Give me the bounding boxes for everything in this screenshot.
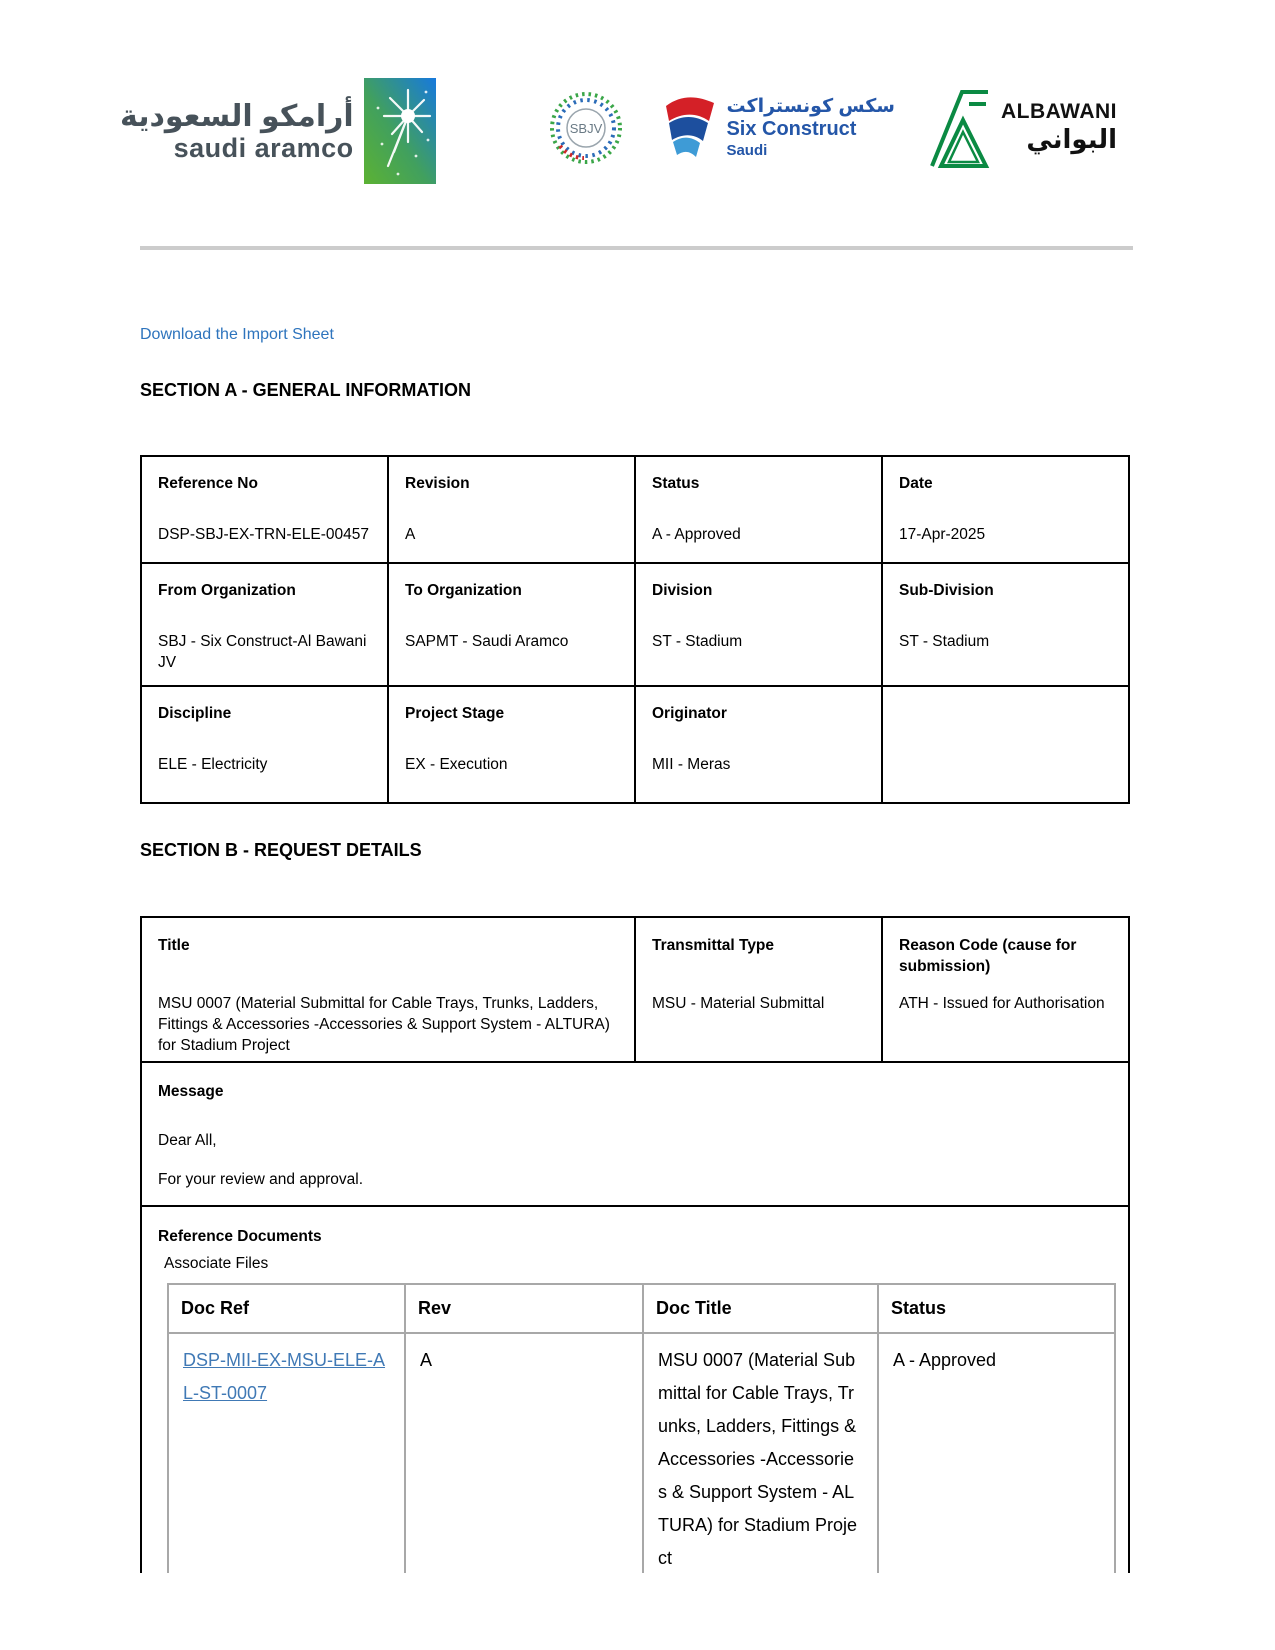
field-value: SBJ - Six Construct-Al Bawani JV bbox=[158, 633, 367, 671]
field-value: ELE - Electricity bbox=[158, 756, 268, 773]
table-row bbox=[141, 456, 1129, 563]
message-line: Dear All, bbox=[158, 1132, 217, 1149]
column-header: Status bbox=[878, 1284, 1115, 1333]
transmittal-type-cell bbox=[634, 918, 881, 1061]
field-value: ST - Stadium bbox=[652, 633, 743, 650]
svg-text:SBJV: SBJV bbox=[570, 121, 603, 136]
field-label: Transmittal Type bbox=[652, 937, 775, 954]
field-label: Reason Code (cause for submission) bbox=[899, 937, 1077, 975]
field-value: MSU - Material Submittal bbox=[652, 995, 825, 1012]
six-construct-country: Saudi bbox=[726, 142, 768, 160]
field-value: A bbox=[405, 526, 416, 543]
table-row bbox=[141, 563, 1129, 686]
field-label: Revision bbox=[405, 475, 470, 492]
section-a-table bbox=[140, 455, 1130, 804]
field-label bbox=[899, 704, 1112, 754]
field-value: SAPMT - Saudi Aramco bbox=[405, 633, 569, 650]
reference-documents-label: Reference Documents bbox=[158, 1228, 322, 1245]
field-label: Date bbox=[899, 475, 933, 492]
section-a-heading: SECTION A - GENERAL INFORMATION bbox=[140, 380, 471, 400]
six-construct-arabic: سكس كونستراكت bbox=[726, 96, 895, 118]
field-value: ST - Stadium bbox=[899, 633, 990, 650]
reference-documents-row bbox=[142, 1205, 1128, 1573]
field-value: A - Approved bbox=[652, 526, 741, 543]
field-value: 17-Apr-2025 bbox=[899, 526, 986, 543]
saudi-aramco-logo bbox=[120, 78, 436, 184]
column-header: Doc Title bbox=[643, 1284, 878, 1333]
field-label: Reference No bbox=[158, 475, 258, 492]
message-line: For your review and approval. bbox=[158, 1171, 364, 1188]
section-b-heading: SECTION B - REQUEST DETAILS bbox=[140, 840, 422, 860]
associate-files-table bbox=[167, 1283, 1116, 1573]
doc-ref-link[interactable]: DSP-MII-EX-MSU-ELE-AL-ST-0007 bbox=[183, 1350, 386, 1403]
field-label: To Organization bbox=[405, 582, 522, 599]
field-value: ATH - Issued for Authorisation bbox=[899, 995, 1105, 1012]
field-value: EX - Execution bbox=[405, 756, 508, 773]
field-value: MSU 0007 (Material Submittal for Cable Trays, Trunks, Ladders, Fittings & Accessories -Accessories & Support System - ALTURA) for Stadium Project bbox=[158, 995, 610, 1054]
header-logos bbox=[0, 0, 1275, 190]
download-import-sheet-link[interactable]: Download the Import Sheet bbox=[140, 326, 334, 343]
sbjv-logo-icon bbox=[546, 86, 626, 170]
rev-cell: A bbox=[405, 1333, 643, 1573]
doc-title-cell: MSU 0007 (Material Submittal for Cable Trays, Trunks, Ladders, Fittings & Accessories -Accessories & Support System - ALTURA) for Stadium Project bbox=[643, 1333, 878, 1573]
field-value: DSP-SBJ-EX-TRN-ELE-00457 bbox=[158, 526, 370, 543]
header-divider bbox=[140, 246, 1133, 250]
status-cell: A - Approved bbox=[878, 1333, 1115, 1573]
albawani-logo bbox=[929, 87, 1117, 169]
aramco-arabic-wordmark: أرامكو السعودية bbox=[120, 99, 354, 133]
field-label: Project Stage bbox=[405, 705, 505, 722]
field-label: Division bbox=[652, 582, 713, 599]
field-label: Title bbox=[158, 937, 190, 954]
message-row bbox=[142, 1061, 1128, 1205]
partner-logos bbox=[546, 78, 1117, 170]
field-value: MII - Meras bbox=[652, 756, 731, 773]
request-details-row bbox=[142, 918, 1128, 1061]
associate-files-label: Associate Files bbox=[164, 1255, 269, 1272]
albawani-name: ALBAWANI bbox=[1001, 100, 1117, 124]
column-header: Doc Ref bbox=[168, 1284, 405, 1333]
albawani-arabic: البواني bbox=[1026, 124, 1117, 155]
section-b-table bbox=[140, 916, 1130, 1573]
title-cell bbox=[142, 918, 634, 1061]
column-header: Rev bbox=[405, 1284, 643, 1333]
table-row bbox=[141, 686, 1129, 803]
field-label: Discipline bbox=[158, 705, 232, 722]
field-label: From Organization bbox=[158, 582, 296, 599]
message-label: Message bbox=[158, 1083, 224, 1100]
field-label: Sub-Division bbox=[899, 582, 994, 599]
aramco-english-wordmark: saudi aramco bbox=[173, 133, 354, 164]
doc-ref-cell bbox=[168, 1333, 405, 1573]
table-header-row bbox=[168, 1284, 1115, 1333]
reason-code-cell bbox=[881, 918, 1130, 1061]
table-row bbox=[168, 1333, 1115, 1573]
aramco-starburst-icon bbox=[364, 78, 436, 184]
field-label: Status bbox=[652, 475, 700, 492]
field-label: Originator bbox=[652, 705, 727, 722]
six-construct-flag-icon bbox=[660, 88, 718, 168]
six-construct-name: Six Construct bbox=[726, 118, 857, 141]
six-construct-logo bbox=[660, 88, 895, 168]
albawani-triangle-icon bbox=[929, 87, 991, 169]
